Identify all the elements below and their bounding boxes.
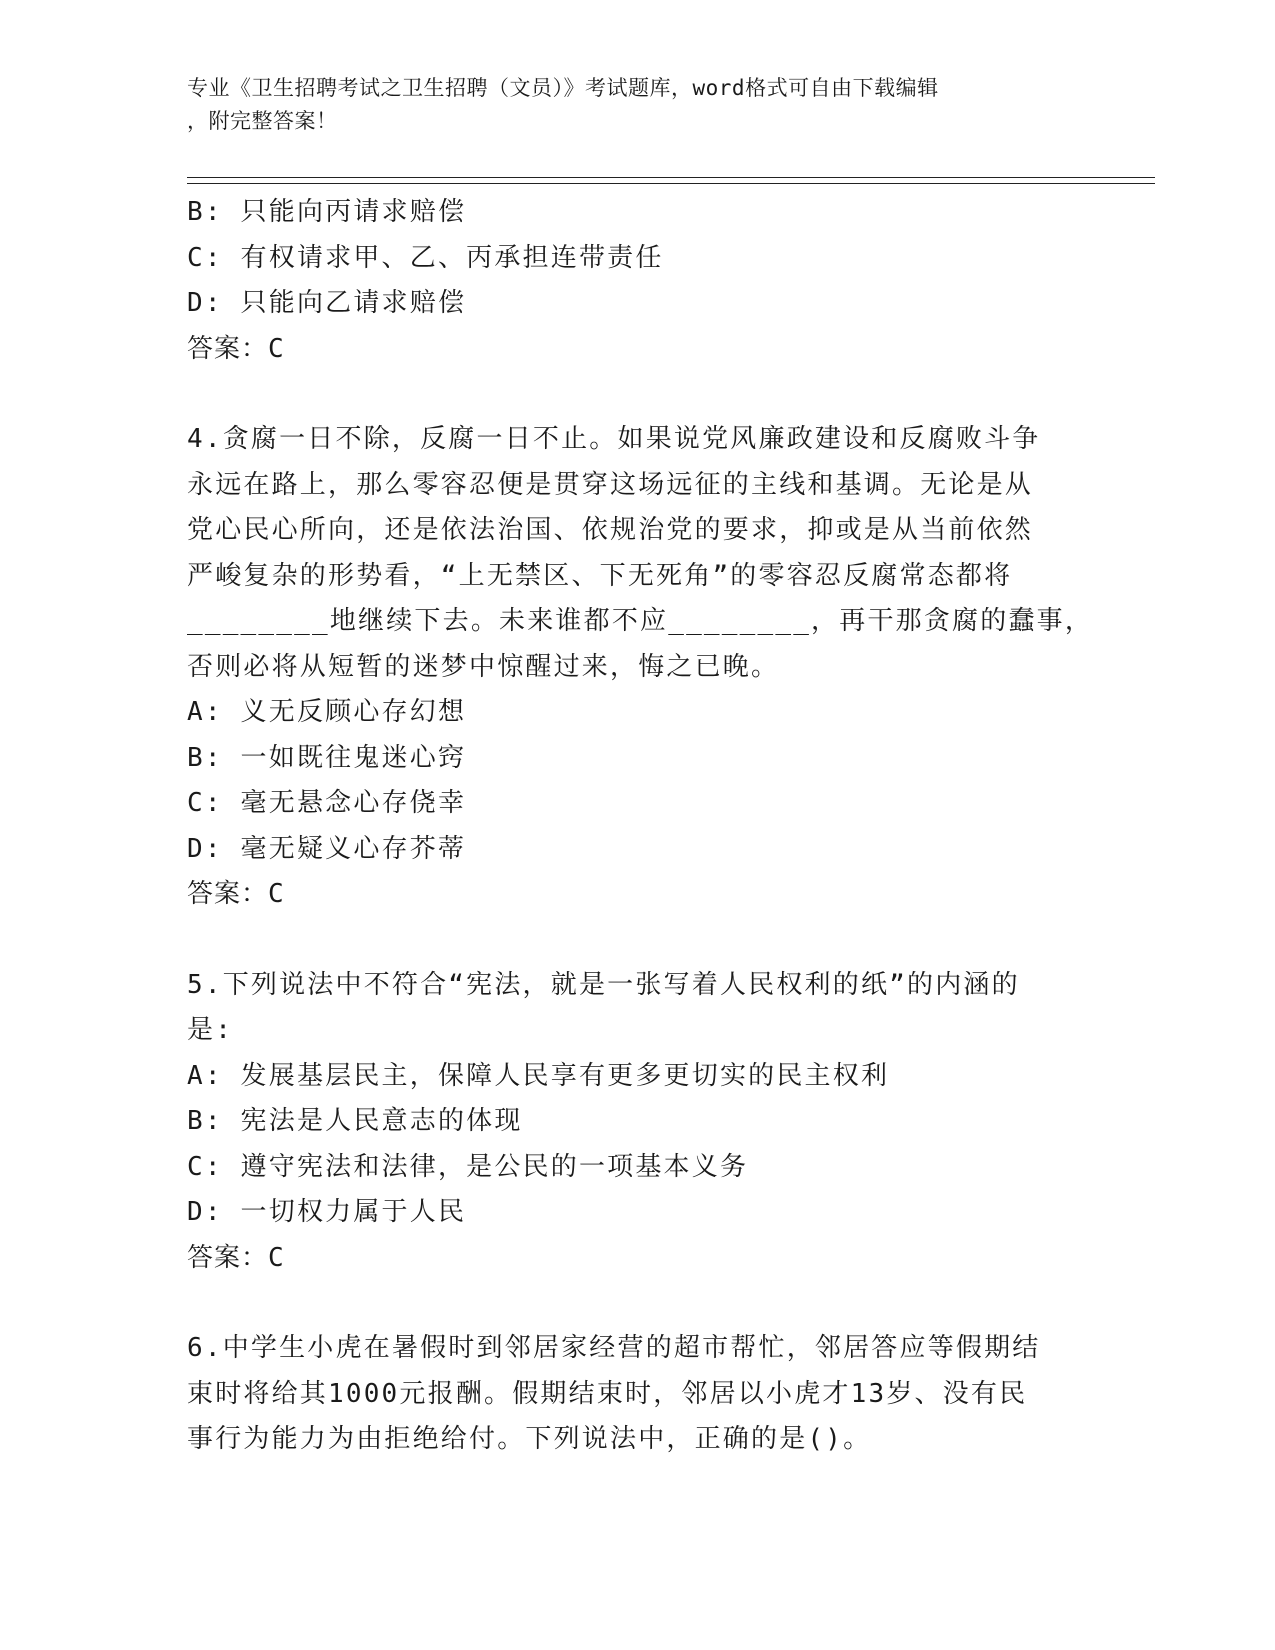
question-3 <box>187 190 1067 372</box>
q4-stem-line: 否则必将从短暂的迷梦中惊醒过来，悔之已晚。 <box>187 651 780 682</box>
q5-stem-line: 5.下列说法中不符合“宪法，就是一张写着人民权利的纸”的内涵的 <box>187 969 1020 1000</box>
document-header <box>187 72 1067 138</box>
q5-stem-line: 是: <box>187 1015 234 1045</box>
q6-stem-line: 束时将给其1000元报酬。假期结束时，邻居以小虎才13岁、没有民 <box>187 1378 1028 1409</box>
q4-stem-line: 党心民心所向，还是依法治国、依规治党的要求，抑或是从当前依然 <box>187 515 1034 545</box>
q4-answer: 答案：C <box>187 879 285 909</box>
q4-option-b: B: 一如既往鬼迷心窍 <box>187 742 467 773</box>
q3-answer: 答案：C <box>187 333 285 364</box>
q4-stem-line: ________地继续下去。未来谁都不应________，再干那贪腐的蠢事， <box>187 606 1094 636</box>
q5-option-a: A: 发展基层民主，保障人民享有更多更切实的民主权利 <box>187 1060 890 1091</box>
header-line-1: 专业《卫生招聘考试之卫生招聘（文员）》考试题库，word格式可自由下载编辑 <box>187 76 939 100</box>
q6-stem-line: 6.中学生小虎在暑假时到邻居家经营的超市帮忙，邻居答应等假期结 <box>187 1333 1041 1363</box>
q3-option-c: C: 有权请求甲、乙、丙承担连带责任 <box>187 242 664 273</box>
question-6 <box>187 1326 1067 1463</box>
spacer <box>187 918 1067 963</box>
q5-option-b: B: 宪法是人民意志的体现 <box>187 1106 523 1136</box>
header-divider-top <box>187 177 1155 178</box>
q4-option-c: C: 毫无悬念心存侥幸 <box>187 788 467 818</box>
header-divider-bottom <box>187 183 1155 184</box>
q4-stem-line: 严峻复杂的形势看，“上无禁区、下无死角”的零容忍反腐常态都将 <box>187 560 1013 591</box>
header-line-2: ，附完整答案！ <box>187 109 338 133</box>
q4-stem-line: 4.贪腐一日不除，反腐一日不止。如果说党风廉政建设和反腐败斗争 <box>187 424 1041 454</box>
spacer <box>187 1281 1067 1326</box>
q5-option-d: D: 一切权力属于人民 <box>187 1197 467 1227</box>
question-5 <box>187 963 1067 1282</box>
question-4 <box>187 417 1094 918</box>
q3-option-d: D: 只能向乙请求赔偿 <box>187 288 467 318</box>
q3-option-b: B: 只能向丙请求赔偿 <box>187 197 467 227</box>
q5-answer: 答案：C <box>187 1242 285 1273</box>
q4-stem-line: 永远在路上，那么零容忍便是贯穿这场远征的主线和基调。无论是从 <box>187 469 1034 500</box>
q4-option-a: A: 义无反顾心存幻想 <box>187 697 467 727</box>
q4-option-d: D: 毫无疑义心存芥蒂 <box>187 833 467 864</box>
spacer <box>187 372 1067 417</box>
q5-option-c: C: 遵守宪法和法律，是公民的一项基本义务 <box>187 1151 749 1182</box>
q6-stem-line: 事行为能力为由拒绝给付。下列说法中，正确的是()。 <box>187 1424 872 1454</box>
question-content <box>187 190 1094 1463</box>
